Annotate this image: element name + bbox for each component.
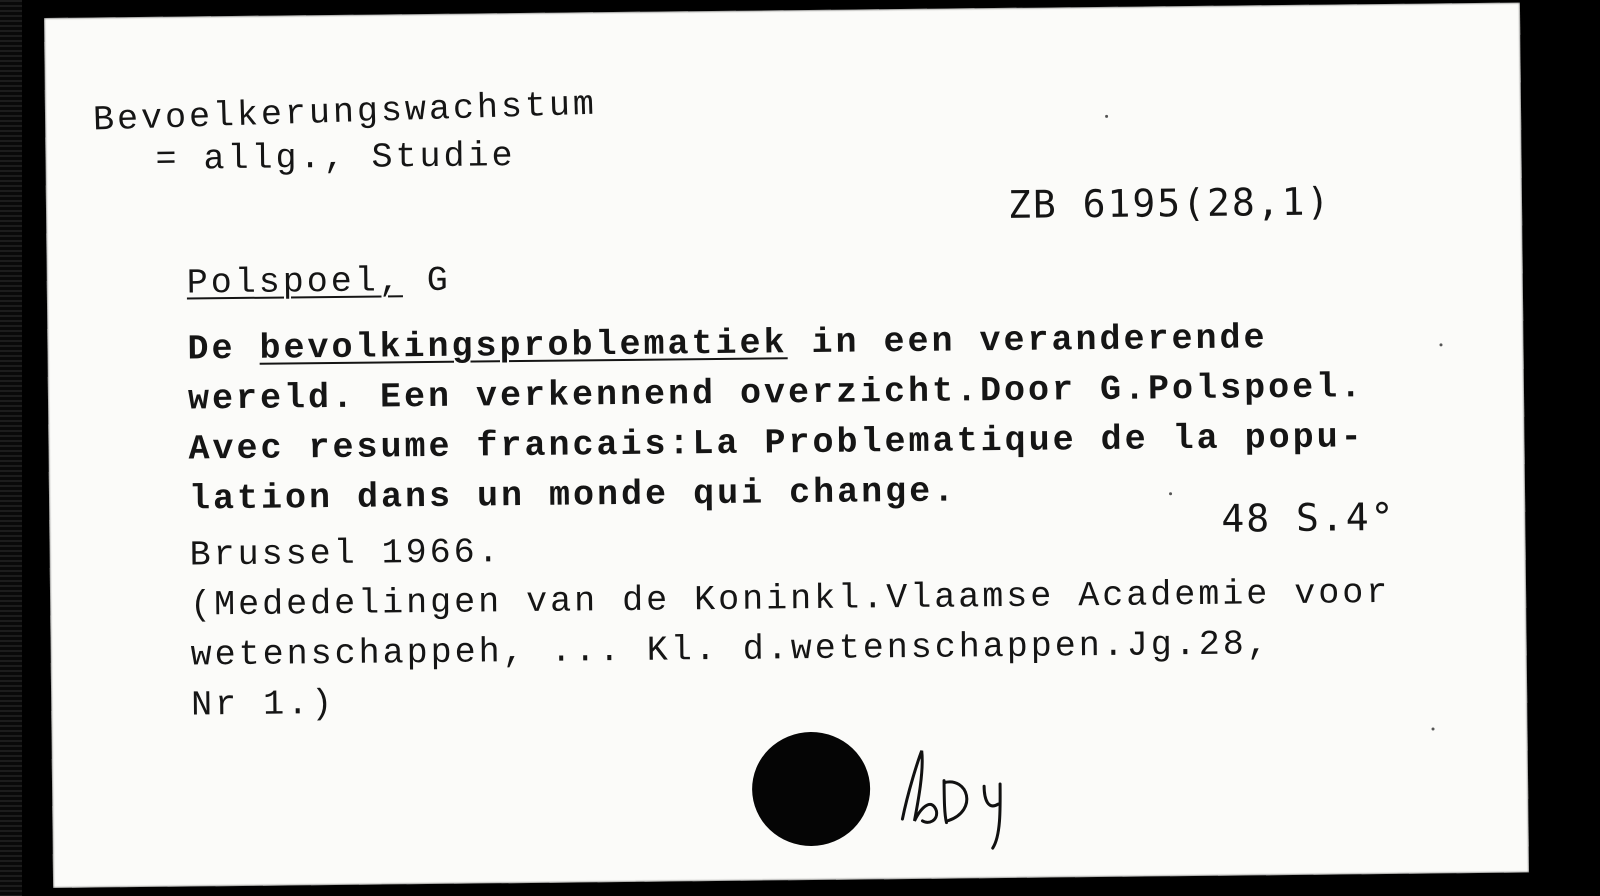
author-line: [186, 260, 452, 304]
imprint: Brussel 1966.: [189, 532, 502, 576]
title-keyword: bevolkingsproblematiek: [259, 323, 788, 369]
subject-heading: Bevoelkerungswachstum: [92, 84, 598, 141]
author-initial: G: [426, 260, 452, 302]
catalog-card: [44, 3, 1529, 888]
title-line-3: Avec resume francais:La Problematique de la popu-: [188, 417, 1365, 470]
series-line-2: wetenschappeh, ... Kl. d.wetenschappen.Jg.28,: [190, 624, 1271, 676]
author-name: Polspoel,: [186, 261, 404, 304]
punch-hole: [752, 731, 871, 846]
subject-subheading: = allg., Studie: [155, 136, 516, 180]
handwritten-signature: [888, 740, 1029, 851]
scan-speck: [1432, 727, 1435, 730]
scan-speck: [1169, 492, 1172, 495]
series-line-3: Nr 1.): [190, 683, 336, 726]
series-line-1: (Mededelingen van de Koninkl.Vlaamse Academie voor: [189, 572, 1391, 626]
scan-speck: [1105, 115, 1108, 118]
scan-edge-strip: [0, 0, 22, 896]
title-suffix: in een veranderende: [787, 318, 1268, 364]
title-line-1: [187, 318, 1268, 370]
title-line-4: lation dans un monde qui change.: [188, 471, 958, 520]
title-line-2: wereld. Een verkennend overzicht.Door G.Polspoel.: [187, 367, 1365, 420]
collation: 48 S.4°: [1221, 494, 1396, 541]
call-number: ZB 6195(28,1): [1007, 179, 1332, 227]
scan-speck: [1439, 343, 1442, 346]
title-prefix: De: [187, 328, 260, 370]
